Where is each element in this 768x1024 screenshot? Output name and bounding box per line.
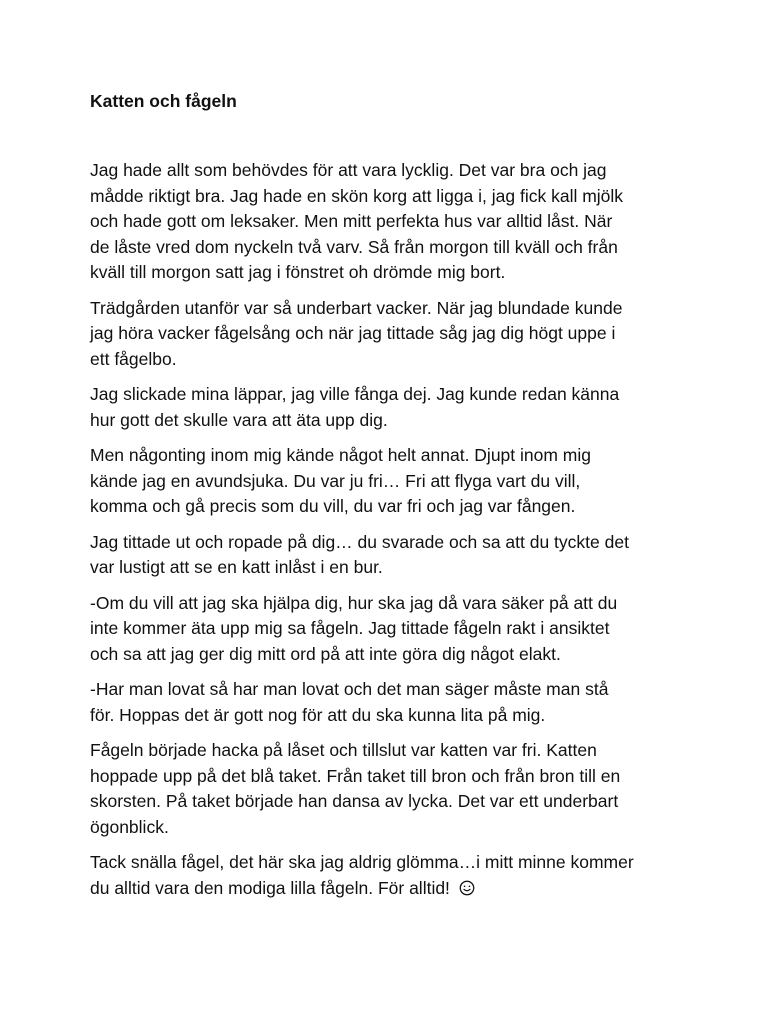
story-paragraph-8 [90,738,690,840]
text-line: Fågeln började hacka på låset och tillslut var katten var fri. Katten [90,740,597,760]
text-line: Trädgården utanför var så underbart vacker. När jag blundade kunde [90,297,623,318]
text-line: Jag slickade mina läppar, jag ville fånga dej. Jag kunde redan känna [90,384,620,404]
text-line: -Har man lovat så har man lovat och det man säger måste man stå [90,679,609,699]
smiley-icon [459,880,475,896]
text-line: -Om du vill att jag ska hjälpa dig, hur ska jag då vara säker på att du [90,592,618,613]
text-line: de låste vred dom nyckeln två varv. Så från morgon till kväll och från [90,236,618,257]
text-line: inte kommer äta upp mig sa fågeln. Jag tittade fågeln rakt i ansiktet [90,618,610,638]
text-line: hur gott det skulle vara att äta upp dig. [90,409,388,430]
text-line: och hade gott om leksaker. Men mitt perfekta hus var alltid låst. När [90,211,613,231]
text-line: kväll till morgon satt jag i fönstret oh drömde mig bort. [90,262,506,282]
story-paragraph-3 [90,382,690,433]
text-line-with-icon [90,876,690,902]
story-paragraph-2 [90,296,690,373]
text-line: Jag tittade ut och ropade på dig… du svarade och sa att du tyckte det [90,531,629,552]
text-line-text: du alltid vara den modiga lilla fågeln. För alltid! [90,877,450,898]
text-line: och sa att jag ger dig mitt ord på att inte göra dig något elakt. [90,643,561,664]
story-paragraph-6 [90,591,690,668]
text-line: komma och gå precis som du vill, du var fri och jag var fången. [90,496,576,516]
text-line: skorsten. På taket började han dansa av lycka. Det var ett underbart [90,791,619,811]
text-line: var lustigt att se en katt inlåst i en bur. [90,557,383,577]
story-title: Katten och fågeln [90,91,237,111]
text-line: jag höra vacker fågelsång och när jag tittade såg jag dig högt uppe i [90,323,616,343]
text-line: mådde riktigt bra. Jag hade en skön korg att ligga i, jag fick kall mjölk [90,185,624,206]
story-paragraph-5 [90,530,690,581]
story-content [90,88,690,911]
story-paragraph-9 [90,850,690,901]
story-paragraph-7 [90,677,690,728]
text-line: hoppade upp på det blå taket. Från taket till bron och från bron till en [90,765,621,786]
story-paragraph-1 [90,158,690,286]
story-paragraph-4 [90,443,690,520]
text-line: för. Hoppas det är gott nog för att du ska kunna lita på mig. [90,704,546,725]
text-line: ett fågelbo. [90,348,177,369]
text-line: Tack snälla fågel, det här ska jag aldrig glömma…i mitt minne kommer [90,852,634,872]
text-line: Jag hade allt som behövdes för att vara lycklig. Det var bra och jag [90,160,607,180]
text-line: kände jag en avundsjuka. Du var ju fri… Fri att flyga vart du vill, [90,470,581,491]
text-line: ögonblick. [90,816,169,837]
text-line: Men någonting inom mig kände något helt annat. Djupt inom mig [90,445,591,465]
